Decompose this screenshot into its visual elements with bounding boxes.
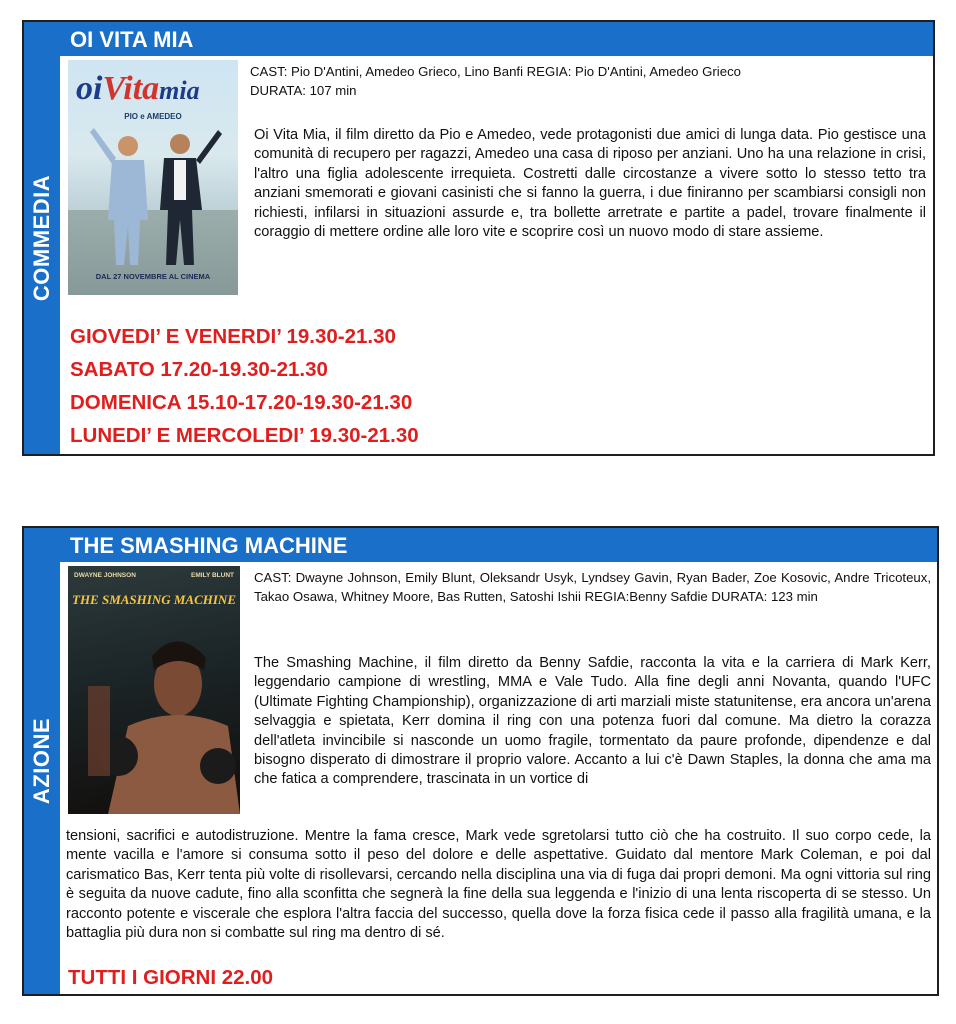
poster-actor-2: EMILY BLUNT <box>191 572 234 579</box>
film-duration: DURATA: 107 min <box>250 83 357 98</box>
film-meta: CAST: Dwayne Johnson, Emily Blunt, Oleksandr Usyk, Lyndsey Gavin, Ryan Bader, Zoe Kosovic, Andre Tricoteux, Takao Osawa, Whitney Moore, Bas Rutten, Satoshi Ishii REGIA:Benny Safdie DURATA: 123 min <box>254 570 931 604</box>
poster-subtitle: PIO e AMEDEO <box>124 112 182 121</box>
genre-label: COMMEDIA <box>29 174 54 302</box>
film-credits: CAST: Pio D'Antini, Amedeo Grieco, Lino Banfi REGIA: Pio D'Antini, Amedeo Grieco <box>250 64 741 79</box>
poster-fighter <box>68 566 240 814</box>
schedule-line: GIOVEDI’ E VENERDI’ 19.30-21.30 <box>70 325 396 348</box>
poster-title: THE SMASHING MACHINE <box>72 592 236 607</box>
film-meta <box>250 62 870 100</box>
film-description: The Smashing Machine, il film diretto da Benny Safdie, racconta la vita e la carriera di Mark Kerr, leggendario campione di wrestling, MMA e Vale Tudo. Alla fine degli anni Novanta, quando l'UFC (Ultimate Fighting Championship), organizzazione di arti marziali miste statunitense, era ancora un'arena selvaggia e spietata, Kerr domina il ring con una potenza fuori dal comune. Ma dietro la corazza dell'atleta invincibile si nasconde un uomo fragile, tormentato da paure profonde, dipendenze e dal bisogno disperato di dimostrare il proprio valore. Accanto a lui c'è Dawn Staples, la donna che ama ma che fatica a comprendere, trascinata in un vortice di <box>254 655 931 788</box>
film-title-bar <box>60 22 933 56</box>
poster-figures <box>68 60 238 295</box>
schedule-line: TUTTI I GIORNI 22.00 <box>68 966 274 989</box>
schedule-line: DOMENICA 15.10-17.20-19.30-21.30 <box>70 391 413 414</box>
schedule-line: SABATO 17.20-19.30-21.30 <box>70 358 328 381</box>
film-title: THE SMASHING MACHINE <box>70 533 348 558</box>
genre-sidebar <box>24 22 60 454</box>
film-poster <box>68 566 240 814</box>
film-description: Oi Vita Mia, il film diretto da Pio e Amedeo, vede protagonisti due amici di lunga data. Pio gestisce una comunità di recupero per ragazzi, Amedeo una casa di riposo per anziani. Uno ha una relazione in crisi, l'altro una figlia adolescente irrequieta. Costretti dalle circostanze a vivere sotto lo stesso tetto tra anziani smemorati e giovani casinisti che si fanno la guerra, i due finiranno per scambiarsi consigli non richiesti, infilarsi in situazioni assurde e, tra bollette arretrate e partite a padel, trovare finalmente il coraggio di mettere ordine alle loro vite e scoprire così un nuovo modo di stare assieme. <box>254 127 926 241</box>
genre-label: AZIONE <box>29 717 54 805</box>
film-card-smashing-machine <box>22 526 939 996</box>
film-title: OI VITA MIA <box>70 27 194 52</box>
poster-title-oi: oi <box>76 70 103 107</box>
poster-title-vita: Vita <box>102 70 160 107</box>
genre-sidebar <box>24 528 60 994</box>
film-title-bar <box>60 528 937 562</box>
poster-date: DAL 27 NOVEMBRE AL CINEMA <box>95 272 211 281</box>
poster-actor-1: DWAYNE JOHNSON <box>74 572 136 579</box>
film-description-continued: tensioni, sacrifici e autodistruzione. Mentre la fama cresce, Mark vede sgretolarsi tutto ciò che ha costruito. Il suo corpo cede, la mente vacilla e l'amore si consuma sotto il peso del dolore e delle aspettative. Guidato dal mentore Mark Coleman, e poi dal carismatico Bas, Kerr tenta più volte di risollevarsi, cercando nella disciplina una via di fuga dai propri demoni. Ma ogni vittoria sul ring è seguita da nuove cadute, fino alla sconfitta che segnerà la fine della sua leggenda e l'inizio di una lenta riscoperta di se stesso. Un racconto potente e viscerale che esplora l'altra faccia del successo, quella dove la forza fisica cede il passo alla fragilità umana, e la battaglia più dura non si combatte sul ring ma dentro di sé. <box>66 828 931 942</box>
film-poster <box>68 60 238 295</box>
poster-title-mia: mia <box>159 76 200 105</box>
film-card-oi-vita-mia <box>22 20 935 456</box>
schedule-line: LUNEDI’ E MERCOLEDI’ 19.30-21.30 <box>70 424 419 447</box>
